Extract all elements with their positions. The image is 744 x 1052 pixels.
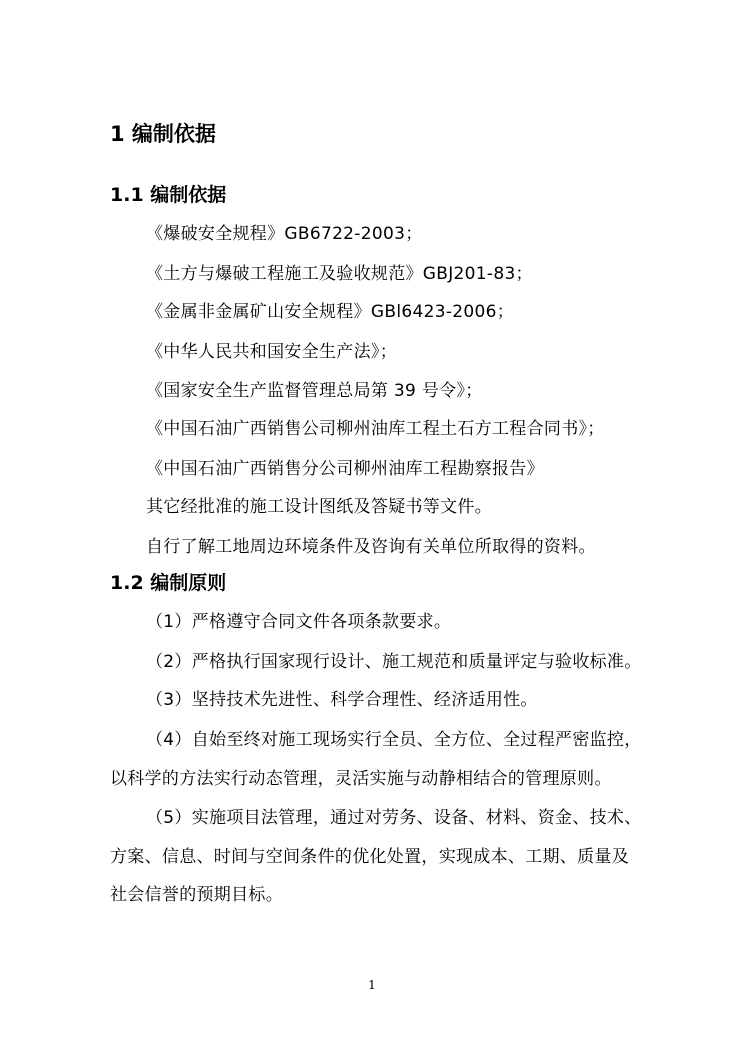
section-heading-1-1: 1.1 编制依据 — [110, 184, 227, 206]
reference-item: 《中国石油广西销售分公司柳州油库工程勘察报告》 — [146, 459, 544, 479]
principle-item: （5）实施项目法管理，通过对劳务、设备、材料、资金、技术、 — [146, 808, 642, 828]
principle-continuation: 以科学的方法实行动态管理，灵活实施与动静相结合的管理原则。 — [110, 769, 612, 789]
reference-item: 《中华人民共和国安全生产法》； — [146, 342, 397, 362]
reference-item: 《金属非金属矿山安全规程》GBl6423-2006； — [146, 302, 515, 322]
principle-continuation: 社会信誉的预期目标。 — [110, 885, 283, 905]
reference-item: 《土方与爆破工程施工及验收规范》GBJ201-83； — [146, 264, 533, 284]
principle-item: （3）坚持技术先进性、科学合理性、经济适用性。 — [146, 690, 538, 710]
note-paragraph: 自行了解工地周边环境条件及咨询有关单位所取得的资料。 — [146, 537, 596, 557]
principle-item: （4）自始至终对施工现场实行全员、全方位、全过程严密监控， — [146, 730, 642, 750]
principle-continuation: 方案、信息、时间与空间条件的优化处置，实现成本、工期、质量及 — [110, 847, 629, 867]
section-heading-1-2: 1.2 编制原则 — [110, 572, 227, 594]
reference-item: 《中国石油广西销售公司柳州油库工程土石方工程合同书》； — [146, 419, 605, 439]
note-paragraph: 其它经批准的施工设计图纸及答疑书等文件。 — [146, 497, 492, 517]
chapter-heading: 1 编制依据 — [110, 122, 216, 146]
reference-item: 《爆破安全规程》GB6722-2003； — [146, 224, 423, 244]
reference-item: 《国家安全生产监督管理总局第 39 号令》； — [146, 381, 483, 401]
principle-item: （2）严格执行国家现行设计、施工规范和质量评定与验收标准。 — [146, 652, 642, 672]
page-number: 1 — [368, 978, 376, 992]
principle-item: （1）严格遵守合同文件各项条款要求。 — [146, 612, 452, 632]
